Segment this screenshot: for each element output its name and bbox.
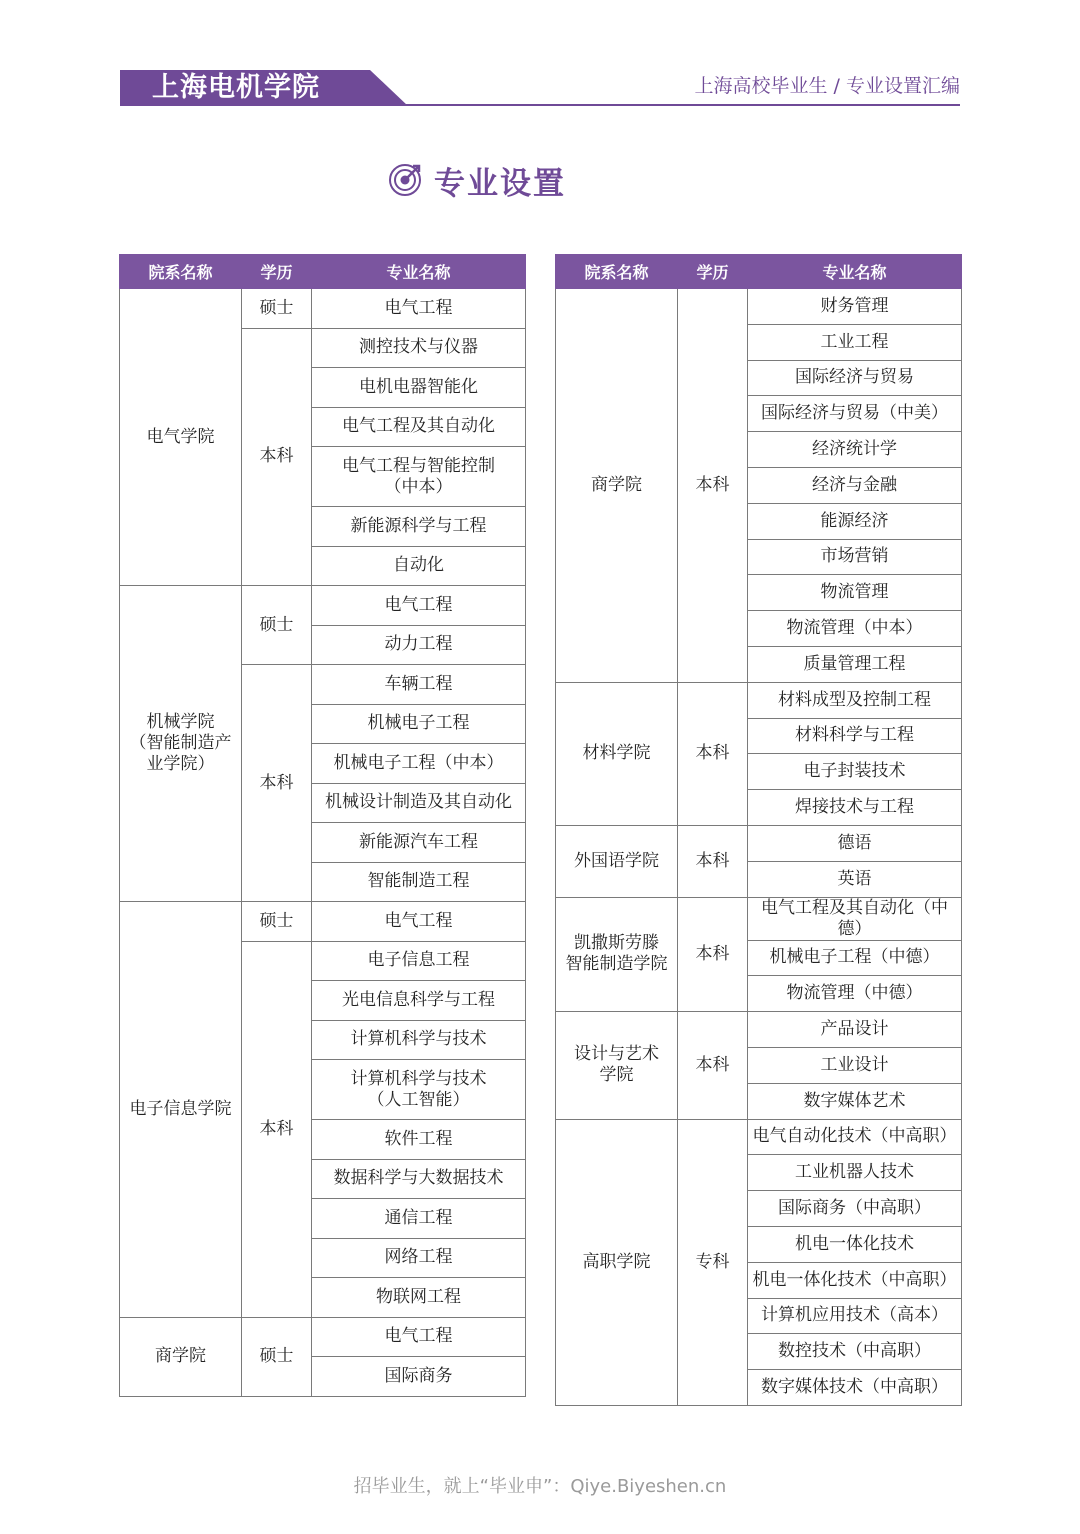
major-cell: 电气工程及其自动化 bbox=[312, 407, 526, 447]
major-cell: 智能制造工程 bbox=[312, 862, 526, 902]
col-header-level: 学历 bbox=[678, 255, 748, 289]
school-name: 上海电机学院 bbox=[152, 72, 320, 103]
major-cell: 物流管理（中本） bbox=[748, 611, 962, 647]
level-cell: 专科 bbox=[678, 1119, 748, 1405]
major-cell: 机械电子工程 bbox=[312, 704, 526, 744]
dept-cell: 商学院 bbox=[556, 289, 678, 683]
major-cell: 材料成型及控制工程 bbox=[748, 682, 962, 718]
level-cell: 本科 bbox=[678, 682, 748, 825]
dept-cell: 商学院 bbox=[120, 1317, 242, 1396]
major-cell: 市场营销 bbox=[748, 539, 962, 575]
dept-cell: 外国语学院 bbox=[556, 825, 678, 897]
col-header-major: 专业名称 bbox=[748, 255, 962, 289]
major-cell: 软件工程 bbox=[312, 1120, 526, 1160]
major-cell: 机械电子工程（中德） bbox=[748, 940, 962, 976]
header-divider bbox=[405, 104, 960, 106]
major-cell: 电气工程 bbox=[312, 1317, 526, 1357]
level-cell: 本科 bbox=[678, 897, 748, 1012]
major-cell: 计算机科学与技术 bbox=[312, 1020, 526, 1060]
col-header-major: 专业名称 bbox=[312, 255, 526, 289]
table-row bbox=[556, 1012, 962, 1048]
major-cell: 电气工程 bbox=[312, 902, 526, 942]
level-cell: 硕士 bbox=[242, 289, 312, 329]
table-row bbox=[556, 825, 962, 861]
major-cell: 经济统计学 bbox=[748, 432, 962, 468]
major-cell: 通信工程 bbox=[312, 1199, 526, 1239]
col-header-level: 学历 bbox=[242, 255, 312, 289]
major-cell: 国际商务（中高职） bbox=[748, 1191, 962, 1227]
table-row bbox=[556, 1119, 962, 1155]
major-cell: 电气工程及其自动化（中德） bbox=[748, 897, 962, 940]
table-row bbox=[556, 682, 962, 718]
major-cell: 机械电子工程（中本） bbox=[312, 744, 526, 784]
major-cell: 工业机器人技术 bbox=[748, 1155, 962, 1191]
level-cell: 硕士 bbox=[242, 586, 312, 665]
dept-cell: 机械学院 （智能制造产 业学院） bbox=[120, 586, 242, 902]
level-cell: 本科 bbox=[242, 328, 312, 586]
major-cell: 国际经济与贸易 bbox=[748, 360, 962, 396]
major-cell: 焊接技术与工程 bbox=[748, 790, 962, 826]
major-cell: 数字媒体艺术 bbox=[748, 1083, 962, 1119]
major-cell: 测控技术与仪器 bbox=[312, 328, 526, 368]
major-cell: 工业工程 bbox=[748, 324, 962, 360]
major-cell: 数据科学与大数据技术 bbox=[312, 1159, 526, 1199]
level-cell: 本科 bbox=[678, 825, 748, 897]
major-cell: 工业设计 bbox=[748, 1047, 962, 1083]
dept-cell: 材料学院 bbox=[556, 682, 678, 825]
dept-cell: 凯撒斯劳滕 智能制造学院 bbox=[556, 897, 678, 1012]
level-cell: 硕士 bbox=[242, 1317, 312, 1396]
majors-table-left bbox=[119, 254, 526, 1397]
level-cell: 本科 bbox=[678, 289, 748, 683]
level-cell: 硕士 bbox=[242, 902, 312, 942]
major-cell: 国际商务 bbox=[312, 1357, 526, 1397]
dept-cell: 设计与艺术 学院 bbox=[556, 1012, 678, 1119]
major-cell: 国际经济与贸易（中美） bbox=[748, 396, 962, 432]
majors-table-right bbox=[555, 254, 962, 1406]
major-cell: 机电一体化技术 bbox=[748, 1226, 962, 1262]
major-cell: 电气工程与智能控制 （中本） bbox=[312, 447, 526, 507]
major-cell: 电子封装技术 bbox=[748, 754, 962, 790]
level-cell: 本科 bbox=[242, 941, 312, 1317]
major-cell: 物流管理（中德） bbox=[748, 976, 962, 1012]
major-cell: 电子信息工程 bbox=[312, 941, 526, 981]
major-cell: 数控技术（中高职） bbox=[748, 1334, 962, 1370]
major-cell: 物流管理 bbox=[748, 575, 962, 611]
major-cell: 英语 bbox=[748, 861, 962, 897]
major-cell: 机械设计制造及其自动化 bbox=[312, 783, 526, 823]
major-cell: 质量管理工程 bbox=[748, 646, 962, 682]
publication-title: 上海高校毕业生 / 专业设置汇编 bbox=[694, 75, 960, 97]
dept-cell: 电子信息学院 bbox=[120, 902, 242, 1318]
major-cell: 能源经济 bbox=[748, 503, 962, 539]
col-header-dept: 院系名称 bbox=[120, 255, 242, 289]
section-title: 专业设置 bbox=[434, 165, 566, 202]
table-row bbox=[120, 289, 526, 329]
table-row bbox=[120, 902, 526, 942]
major-cell: 动力工程 bbox=[312, 625, 526, 665]
major-cell: 网络工程 bbox=[312, 1238, 526, 1278]
col-header-dept: 院系名称 bbox=[556, 255, 678, 289]
target-icon bbox=[388, 163, 422, 197]
dept-cell: 高职学院 bbox=[556, 1119, 678, 1405]
major-cell: 财务管理 bbox=[748, 289, 962, 325]
major-cell: 电机电器智能化 bbox=[312, 368, 526, 408]
major-cell: 光电信息科学与工程 bbox=[312, 981, 526, 1021]
major-cell: 电气自动化技术（中高职） bbox=[748, 1119, 962, 1155]
table-row bbox=[556, 289, 962, 325]
major-cell: 物联网工程 bbox=[312, 1278, 526, 1318]
major-cell: 车辆工程 bbox=[312, 665, 526, 705]
major-cell: 自动化 bbox=[312, 546, 526, 586]
major-cell: 经济与金融 bbox=[748, 467, 962, 503]
major-cell: 电气工程 bbox=[312, 586, 526, 626]
table-row bbox=[120, 1317, 526, 1357]
dept-cell: 电气学院 bbox=[120, 289, 242, 586]
major-cell: 数字媒体技术（中高职） bbox=[748, 1370, 962, 1406]
table-row bbox=[556, 897, 962, 940]
major-cell: 德语 bbox=[748, 825, 962, 861]
major-cell: 机电一体化技术（中高职） bbox=[748, 1262, 962, 1298]
major-cell: 电气工程 bbox=[312, 289, 526, 329]
major-cell: 计算机应用技术（高本） bbox=[748, 1298, 962, 1334]
major-cell: 材料科学与工程 bbox=[748, 718, 962, 754]
level-cell: 本科 bbox=[678, 1012, 748, 1119]
major-cell: 新能源汽车工程 bbox=[312, 823, 526, 863]
major-cell: 产品设计 bbox=[748, 1012, 962, 1048]
level-cell: 本科 bbox=[242, 665, 312, 902]
major-cell: 新能源科学与工程 bbox=[312, 507, 526, 547]
footer-slogan: 招毕业生，就上“毕业申”：Qiye.Biyeshen.cn bbox=[353, 1476, 727, 1497]
major-cell: 计算机科学与技术 （人工智能） bbox=[312, 1060, 526, 1120]
table-row bbox=[120, 586, 526, 626]
section-heading bbox=[388, 158, 566, 202]
